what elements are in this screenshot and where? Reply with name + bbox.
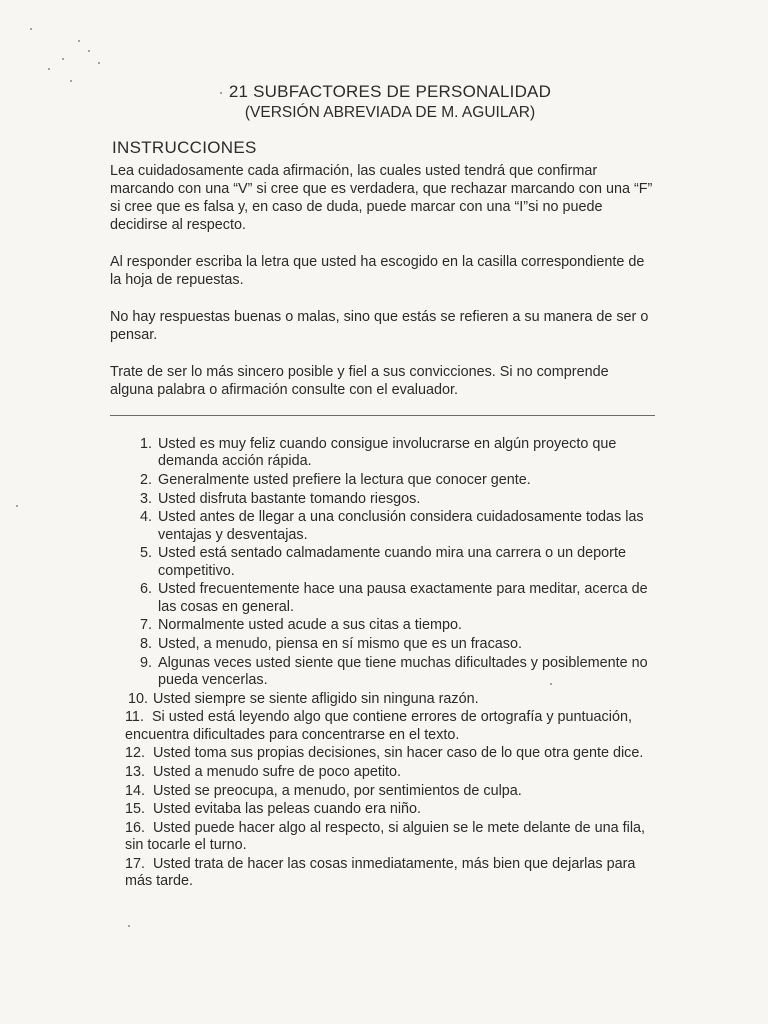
statement-number: 3.	[139, 490, 152, 507]
statement-item	[120, 545, 660, 580]
statement-text: Usted disfruta bastante tomando riesgos.	[158, 490, 421, 507]
instructions-paragraph: Al responder escriba la letra que usted ha escogido en la casilla correspondiente de la hoja de repuestas.	[110, 254, 645, 288]
scan-speck	[128, 925, 130, 927]
section-divider	[110, 415, 655, 416]
statement-text: Usted evitaba las peleas cuando era niño.	[153, 801, 422, 818]
statement-text: Normalmente usted acude a sus citas a tiempo.	[158, 617, 462, 634]
statement-text: Usted se preocupa, a menudo, por sentimientos de culpa.	[153, 782, 522, 799]
scan-speck	[98, 62, 100, 64]
statement-item	[120, 636, 660, 653]
scan-speck	[62, 58, 64, 60]
statement-number: 1.	[139, 436, 152, 452]
statement-text: Usted siempre se siente afligido sin ninguna razón.	[153, 690, 479, 707]
statement-number: 14.	[125, 782, 146, 799]
statement-text: Usted a menudo sufre de poco apetito.	[153, 764, 402, 781]
statement-item	[120, 509, 660, 544]
statement-number: 9.	[139, 654, 152, 671]
scan-speck	[88, 50, 90, 52]
scan-speck	[16, 505, 18, 507]
statement-number: 17.	[125, 856, 146, 873]
statement-item	[120, 783, 660, 800]
statement-item	[120, 764, 660, 781]
statement-text: Si usted está leyendo algo que contiene errores de ortografía y puntuación, encuentra dificultades para concentrarse en el texto.	[125, 709, 632, 743]
statement-number: 11.	[125, 709, 144, 726]
statement-number: 7.	[139, 617, 152, 634]
statement-item	[120, 691, 660, 708]
statement-item	[120, 655, 660, 690]
statement-item	[120, 617, 660, 634]
statement-list	[120, 436, 660, 892]
statement-number: 8.	[139, 636, 152, 652]
statement-item	[120, 491, 660, 508]
statement-item	[120, 436, 660, 471]
statement-text: Usted trata de hacer las cosas inmediatamente, más bien que dejarlas para más tarde.	[125, 856, 636, 890]
statement-number: 16.	[125, 820, 146, 837]
statement-text: Usted está sentado calmadamente cuando mira una carrera o un deporte competitivo.	[158, 545, 626, 579]
statement-item	[120, 745, 660, 762]
statement-item	[120, 581, 660, 616]
statement-item	[120, 856, 660, 891]
instructions-paragraph: Lea cuidadosamente cada afirmación, las cuales usted tendrá que confirmar marcando con una “V” si cree que es verdadera, que rechazar marcando con una “F” si cree que es falsa y, en caso de duda, puede marcar con una “I”si no puede decidirse al respecto.	[110, 163, 653, 233]
instructions-paragraph: Trate de ser lo más sincero posible y fiel a sus convicciones. Si no comprende alguna palabra o afirmación consulte con el evaluador.	[110, 364, 609, 398]
statement-item	[120, 709, 660, 744]
statement-number: 5.	[139, 545, 152, 562]
statement-text: Algunas veces usted siente que tiene muchas dificultades y posiblemente no pueda vencerlas.	[158, 654, 648, 688]
instructions-paragraph: No hay respuestas buenas o malas, sino que estás se refieren a su manera de ser o pensar.	[110, 309, 649, 343]
statement-text: Usted, a menudo, piensa en sí mismo que es un fracaso.	[158, 636, 522, 652]
statement-item	[120, 472, 660, 489]
statement-text: Usted frecuentemente hace una pausa exactamente para meditar, acerca de las cosas en general.	[158, 581, 648, 615]
document-subtitle: (VERSIÓN ABREVIADA DE M. AGUILAR)	[244, 104, 536, 121]
statement-item	[120, 820, 660, 855]
statement-text: Usted antes de llegar a una conclusión considera cuidadosamente todas las ventajas y desventajas.	[158, 509, 644, 543]
scan-speck	[78, 40, 80, 42]
statement-number: 2.	[139, 471, 152, 488]
statement-number: 12.	[125, 745, 146, 762]
statement-number: 13.	[125, 764, 146, 781]
statement-number: 6.	[139, 581, 152, 598]
statement-item	[120, 801, 660, 818]
statement-text: Usted es muy feliz cuando consigue involucrarse en algún proyecto que demanda acción rápida.	[158, 436, 617, 470]
document-title: 21 SUBFACTORES DE PERSONALIDAD	[228, 82, 552, 101]
scan-speck	[30, 28, 32, 30]
statement-text: Usted puede hacer algo al respecto, si alguien se le mete delante de una fila, sin tocarle el turno.	[125, 820, 646, 854]
statement-number: 4.	[139, 509, 152, 526]
instructions-heading: INSTRUCCIONES	[112, 138, 257, 157]
scan-speck	[48, 68, 50, 70]
statement-number: 10.	[127, 690, 148, 707]
statement-text: Usted toma sus propias decisiones, sin hacer caso de lo que otra gente dice.	[153, 745, 644, 762]
statement-number: 15.	[125, 801, 146, 818]
statement-text: Generalmente usted prefiere la lectura que conocer gente.	[158, 471, 531, 488]
